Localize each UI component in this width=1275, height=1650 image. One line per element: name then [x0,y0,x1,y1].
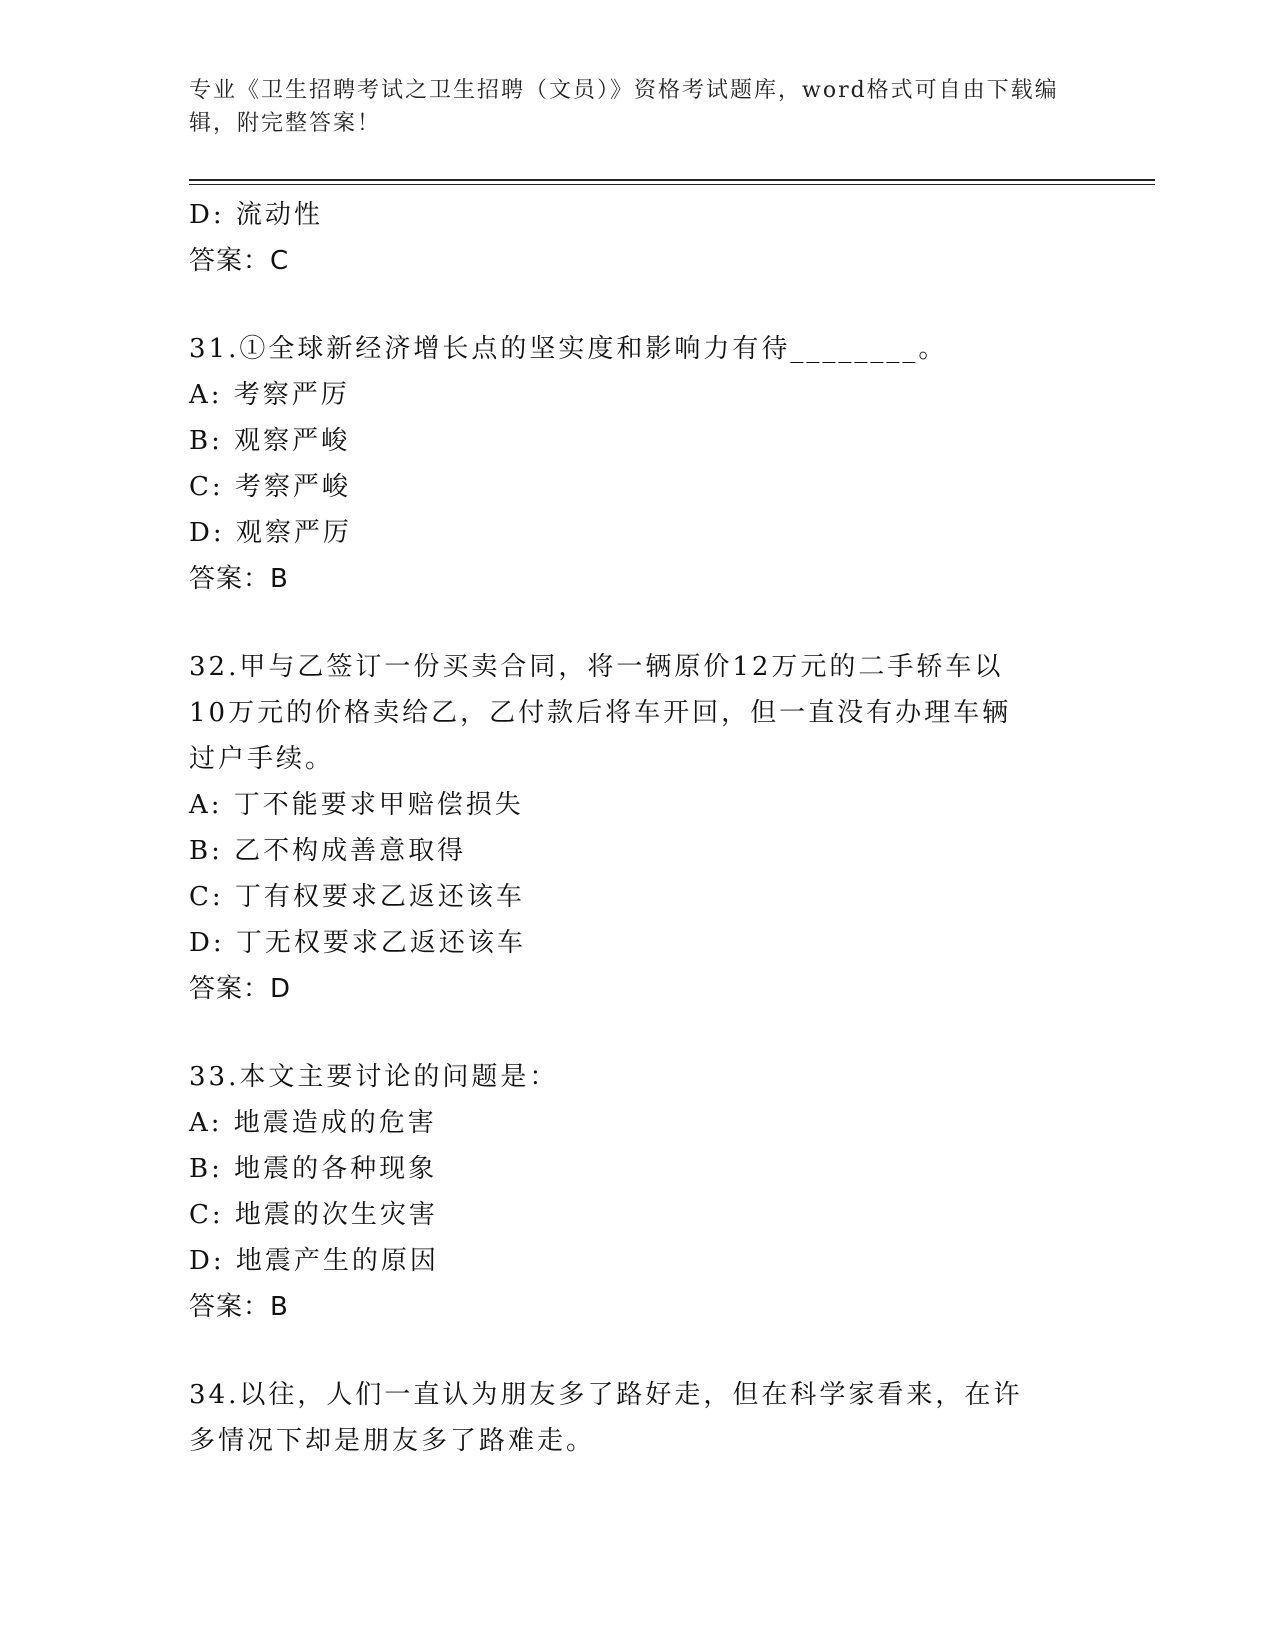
document-header: 专业《卫生招聘考试之卫生招聘（文员）》资格考试题库，word格式可自由下载编辑，附完整答案！ [189,78,1059,136]
question-31-option-c: C: 考察严峻 [189,472,351,502]
question-33-answer: 答案：B [189,1292,289,1322]
question-33-stem: 33.本文主要讨论的问题是： [189,1062,559,1092]
question-31-option-a: A: 考察严厉 [189,380,350,410]
question-32-stem: 32.甲与乙签订一份买卖合同，将一辆原价12万元的二手轿车以10万元的价格卖给乙，乙付款后将车开回，但一直没有办理车辆过户手续。 [189,652,1012,774]
question-31-answer: 答案：B [189,564,289,594]
question-33-option-a: A: 地震造成的危害 [189,1108,437,1138]
question-31-option-b: B: 观察严峻 [189,426,351,456]
header-rule-thin [189,184,1155,185]
prev-answer: 答案：C [189,246,290,276]
question-32-option-d: D: 丁无权要求乙返还该车 [189,928,526,958]
question-32-option-c: C: 丁有权要求乙返还该车 [189,882,525,912]
question-31-stem: 31.①全球新经济增长点的坚实度和影响力有待________。 [189,334,948,364]
question-33-option-d: D: 地震产生的原因 [189,1246,439,1276]
question-32-answer: 答案：D [189,974,292,1004]
question-34-stem: 34.以往，人们一直认为朋友多了路好走，但在科学家看来，在许多情况下却是朋友多了路难走。 [189,1380,1023,1456]
question-31-option-d: D: 观察严厉 [189,518,352,548]
question-32-option-a: A: 丁不能要求甲赔偿损失 [189,790,524,820]
question-list [189,192,1089,1464]
question-33-option-b: B: 地震的各种现象 [189,1154,438,1184]
question-32-option-b: B: 乙不构成善意取得 [189,836,467,866]
header-rule-thick [189,179,1155,181]
question-33-option-c: C: 地震的次生灾害 [189,1200,438,1230]
prev-option-d: D: 流动性 [189,200,323,230]
